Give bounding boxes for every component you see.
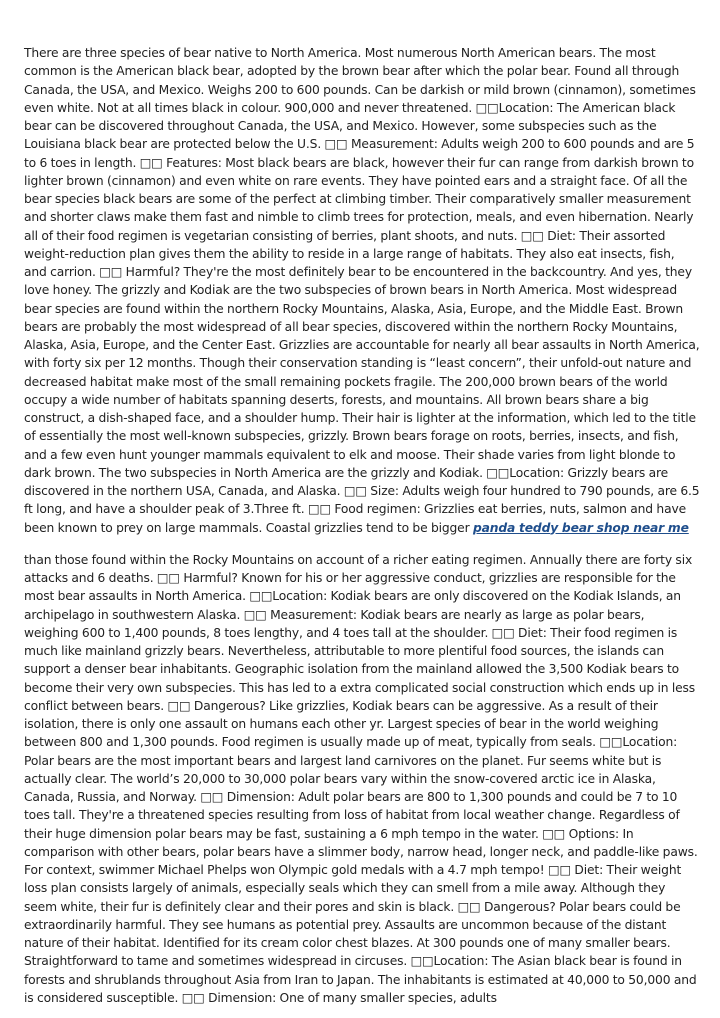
paragraph-1: [24, 44, 700, 537]
document-body: [24, 44, 700, 1007]
panda-teddy-bear-shop-link[interactable]: panda teddy bear shop near me: [472, 520, 689, 535]
paragraph-2: than those found within the Rocky Mountains on account of a richer eating regimen. Annually there are forty six attacks and 6 deaths. □□ Harmful? Known for his or her aggressive conduct, grizzlies are responsible for the most bear assaults in North America. □□Location: Kodiak bears are only discovered on the Kodiak Islands, an archipelago in southwestern Alaska. □□ Measurement: Kodiak bears are nearly as large as polar bears, weighing 600 to 1,400 pounds, 8 toes lengthy, and 4 toes tall at the shoulder. □□ Diet: Their food regimen is much like mainland grizzly bears. Nevertheless, attributable to more plentiful food sources, the islands can support a denser bear inhabitants. Geographic isolation from the mainland allowed the 3,500 Kodiak bears to become their very own subspecies. This has led to a extra complicated social construction which ends up in less conflict between bears. □□ Dangerous? Like grizzlies, Kodiak bears can be aggressive. As a result of their isolation, there is only one assault on humans each other yr. Largest species of bear in the world weighing between 800 and 1,300 pounds. Food regimen is usually made up of meat, typically from seals. □□Location: Polar bears are the most important bears and largest land carnivores on the planet. Fur seems white but is actually clear. The world’s 20,000 to 30,000 polar bears vary within the snow-covered arctic ice in Alaska, Canada, Russia, and Norway. □□ Dimension: Adult polar bears are 800 to 1,300 pounds and could be 7 to 10 toes tall. They're a threatened species resulting from loss of habitat from local weather change. Regardless of their huge dimension polar bears may be fast, sustaining a 6 mph tempo in the water. □□ Options: In comparison with other bears, polar bears have a slimmer body, narrow head, longer neck, and paddle-like paws. For context, swimmer Michael Phelps won Olympic gold medals with a 4.7 mph tempo! □□ Diet: Their weight loss plan consists largely of animals, especially seals which they can smell from a mile away. Although they seem white, their fur is definitely clear and their pores and skin is black. □□ Dangerous? Polar bears could be extraordinarily harmful. They see humans as potential prey. Assaults are uncommon because of the distant nature of their habitat. Identified for its cream color chest blazes. At 300 pounds one of many smaller bears. Straightforward to tame and sometimes widespread in circuses. □□Location: The Asian black bear is found in forests and shrublands throughout Asia from Iran to Japan. The inhabitants is estimated at 40,000 to 50,000 and is considered susceptible. □□ Dimension: One of many smaller species, adults: [24, 552, 698, 1005]
paragraph-1-text: There are three species of bear native to North America. Most numerous North American bears. The most common is the American black bear, adopted by the brown bear after which the polar bear. Found all through Canada, the USA, and Mexico. Weighs 200 to 600 pounds. Can be darkish or mild brown (cinnamon), sometimes even white. Not at all times black in colour. 900,000 and never threatened. □□Location: The American black bear can be discovered throughout Canada, the USA, and Mexico. However, some subspecies such as the Louisiana black bear are protected below the U.S. □□ Measurement: Adults weigh 200 to 600 pounds and are 5 to 6 toes in length. □□ Features: Most black bears are black, however their fur can range from darkish brown to lighter brown (cinnamon) and even white on rare events. They have pointed ears and a straight face. Of all the bear species black bears are some of the perfect at climbing timber. Their comparatively smaller measurement and shorter claws make them fast and nimble to climb trees for protection, meals, and even hibernation. Nearly all of their food regimen is vegetarian consisting of berries, plant shoots, and nuts. □□ Diet: Their assorted weight-reduction plan gives them the ability to reside in a large range of habitats. They also eat insects, fish, and carrion. □□ Harmful? They're the most definitely bear to be encountered in the backcountry. And yes, they love honey. The grizzly and Kodiak are the two subspecies of brown bears in North America. Most widespread bear species are found within the northern Rocky Mountains, Alaska, Asia, Europe, and the Middle East. Brown bears are probably the most widespread of all bear species, discovered within the northern Rocky Mountains, Alaska, Asia, Europe, and the Center East. Grizzlies are accountable for nearly all bear assaults in North America, with forty six per 12 months. Though their conservation standing is “least concern”, their unfold-out nature and decreased habitat make most of the small remaining pockets fragile. The 200,000 brown bears of the world occupy a wide number of habitats spanning deserts, forests, and mountains. All brown bears share a big construct, a dish-shaped face, and a shoulder hump. Their hair is lighter at the information, which led to the title of essentially the most well-known subspecies, grizzly. Brown bears forage on roots, berries, insects, and fish, and a few even hunt younger mammals equivalent to elk and moose. Their shade varies from light blonde to dark brown. The two subspecies in North America are the grizzly and Kodiak. □□Location: Grizzly bears are discovered in the northern USA, Canada, and Alaska. □□ Size: Adults weigh four hundred to 790 pounds, are 6.5 ft long, and have a shoulder peak of 3.Three ft. □□ Food regimen: Grizzlies eat berries, nuts, salmon and have been known to prey on large mammals. Coastal grizzlies tend to be bigger: [24, 46, 700, 535]
